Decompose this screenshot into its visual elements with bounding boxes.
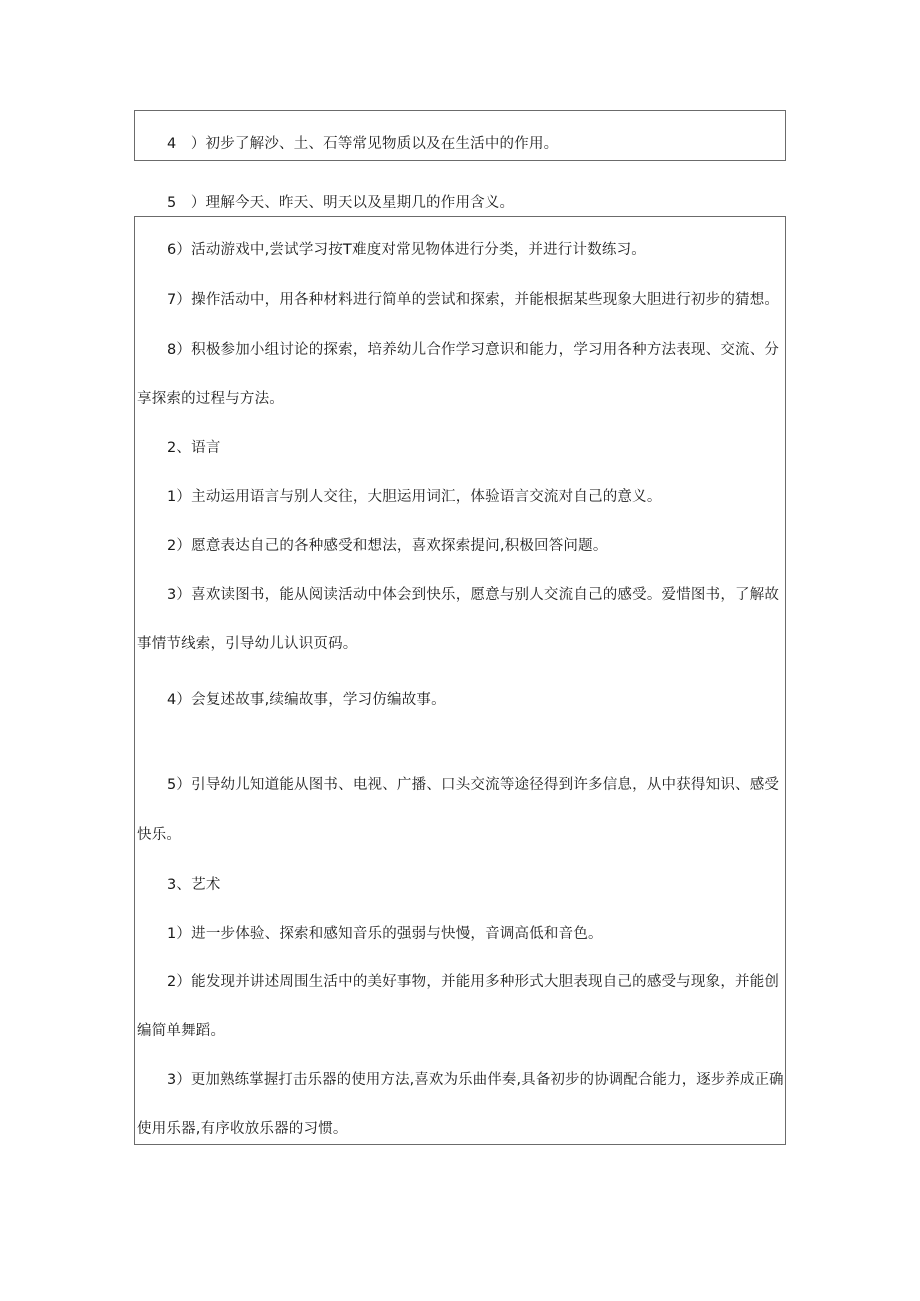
art-item-2-line2: 编简单舞蹈。	[137, 1023, 226, 1039]
science-item-5: 5 ）理解今天、昨天、明天以及星期几的作用含义。	[167, 195, 515, 211]
art-item-1: 1）进一步体验、探索和感知音乐的强弱与快慢，音调高低和音色。	[167, 926, 603, 942]
language-item-3-line1: 3）喜欢读图书，能从阅读活动中体会到快乐，愿意与别人交流自己的感受。爱惜图书，了解故	[167, 587, 780, 603]
language-item-1: 1）主动运用语言与别人交往，大胆运用词汇，体验语言交流对自己的意义。	[167, 489, 662, 505]
language-item-2: 2）愿意表达自己的各种感受和想法，喜欢探索提问,积极回答问题。	[167, 538, 608, 554]
language-heading: 2、语言	[167, 440, 221, 456]
science-item-7: 7）操作活动中，用各种材料进行简单的尝试和探索，并能根据某些现象大胆进行初步的猜想。	[167, 292, 780, 308]
art-item-3-line2: 使用乐器,有序收放乐器的习惯。	[137, 1121, 348, 1137]
language-item-4: 4）会复述故事,续编故事，学习仿编故事。	[167, 692, 446, 708]
language-item-5-line2: 快乐。	[137, 827, 182, 843]
language-item-3-line2: 事情节线索，引导幼儿认识页码。	[137, 636, 358, 652]
science-item-4: 4 ）初步了解沙、土、石等常见物质以及在生活中的作用。	[167, 136, 559, 152]
language-item-5-line1: 5）引导幼儿知道能从图书、电视、广播、口头交流等途径得到许多信息，从中获得知识、感受	[167, 777, 780, 793]
science-item-8-line2: 享探索的过程与方法。	[137, 391, 284, 407]
science-item-6: 6）活动游戏中,尝试学习按T难度对常见物体进行分类，并进行计数练习。	[167, 242, 646, 258]
art-item-2-line1: 2）能发现并讲述周围生活中的美好事物，并能用多种形式大胆表现自己的感受与现象，并能创	[167, 974, 780, 990]
science-item-8-line1: 8）积极参加小组讨论的探索，培养幼儿合作学习意识和能力，学习用各种方法表现、交流、分	[167, 342, 780, 358]
art-heading: 3、艺术	[167, 877, 221, 893]
art-item-3-line1: 3）更加熟练掌握打击乐器的使用方法,喜欢为乐曲伴奏,具备初步的协调配合能力，逐步养成正确	[167, 1072, 784, 1088]
